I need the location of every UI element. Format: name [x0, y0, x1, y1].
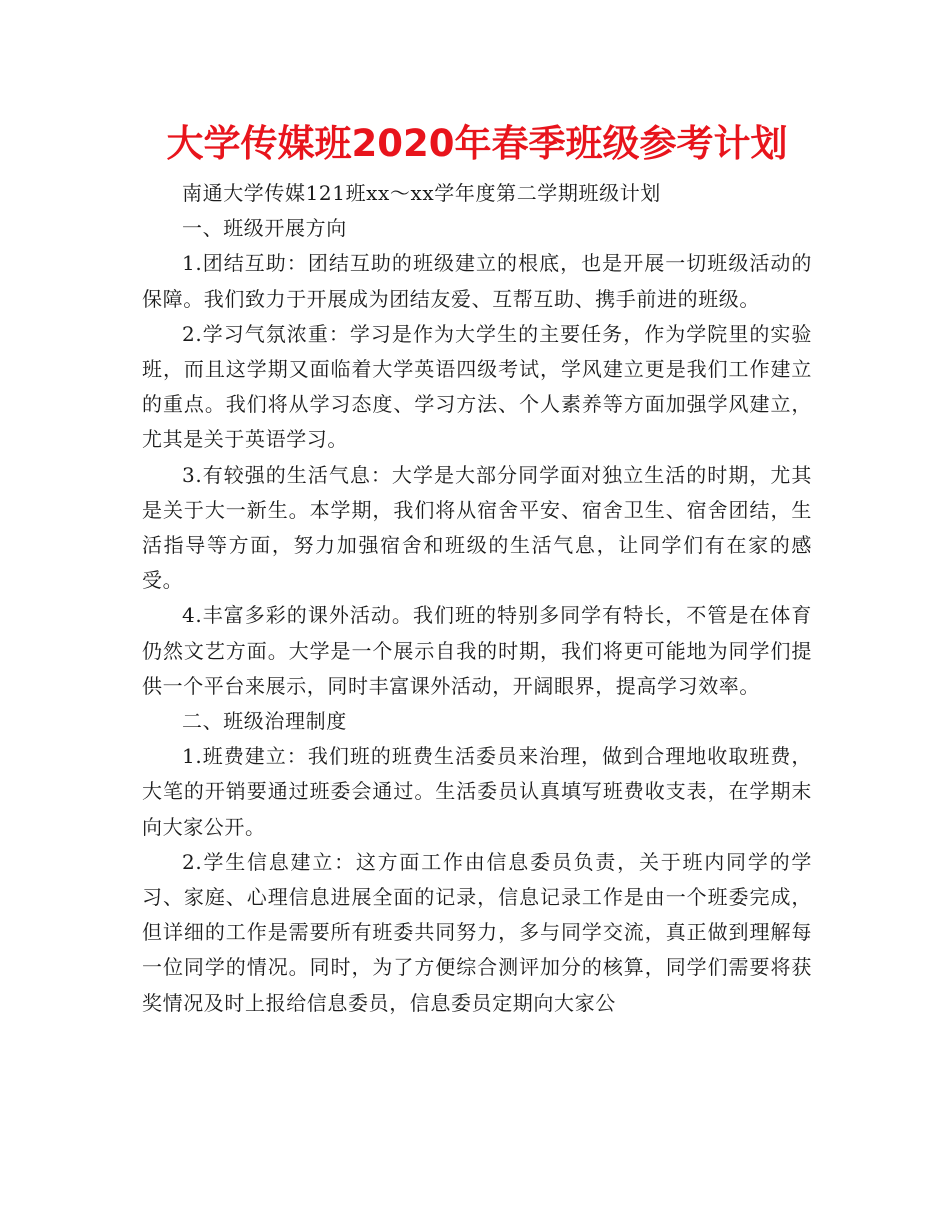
paragraph-item-6: 2.学生信息建立：这方面工作由信息委员负责，关于班内同学的学习、家庭、心理信息进展全面的记录，信息记录工作是由一个班委完成，但详细的工作是需要所有班委共同努力，多与同学交流，真正做到理解每一位同学的情况。同时，为了方便综合测评加分的核算，同学们需要将获奖情况及时上报给信息委员，信息委员定期向大家公 — [142, 849, 812, 1015]
document-page — [142, 112, 812, 1021]
paragraph-item-5: 1.班费建立：我们班的班费生活委员来治理，做到合理地收取班费，大笔的开销要通过班委会通过。生活委员认真填写班费收支表，在学期末向大家公开。 — [142, 744, 812, 839]
paragraph-item-2: 2.学习气氛浓重：学习是作为大学生的主要任务，作为学院里的实验班，而且这学期又面临着大学英语四级考试，学风建立更是我们工作建立的重点。我们将从学习态度、学习方法、个人素养等方面加强学风建立，尤其是关于英语学习。 — [142, 321, 812, 452]
paragraph-item-3: 3.有较强的生活气息：大学是大部分同学面对独立生活的时期，尤其是关于大一新生。本学期，我们将从宿舍平安、宿舍卫生、宿舍团结，生活指导等方面，努力加强宿舍和班级的生活气息，让同学们有在家的感受。 — [142, 462, 812, 593]
paragraph-section-1-heading: 一、班级开展方向 — [182, 216, 347, 241]
paragraph-item-1: 1.团结互助：团结互助的班级建立的根底，也是开展一切班级活动的保障。我们致力于开展成为团结友爱、互帮互助、携手前进的班级。 — [142, 251, 812, 311]
document-title: 大学传媒班2020年春季班级参考计划 — [166, 122, 788, 165]
paragraph-item-4: 4.丰富多彩的课外活动。我们班的特别多同学有特长，不管是在体育仍然文艺方面。大学是一个展示自我的时期，我们将更可能地为同学们提供一个平台来展示，同时丰富课外活动，开阔眼界，提高学习效率。 — [142, 603, 812, 698]
paragraph-subtitle: 南通大学传媒121班xx～xx学年度第二学期班级计划 — [182, 181, 661, 205]
paragraph-section-2-heading: 二、班级治理制度 — [182, 709, 347, 734]
